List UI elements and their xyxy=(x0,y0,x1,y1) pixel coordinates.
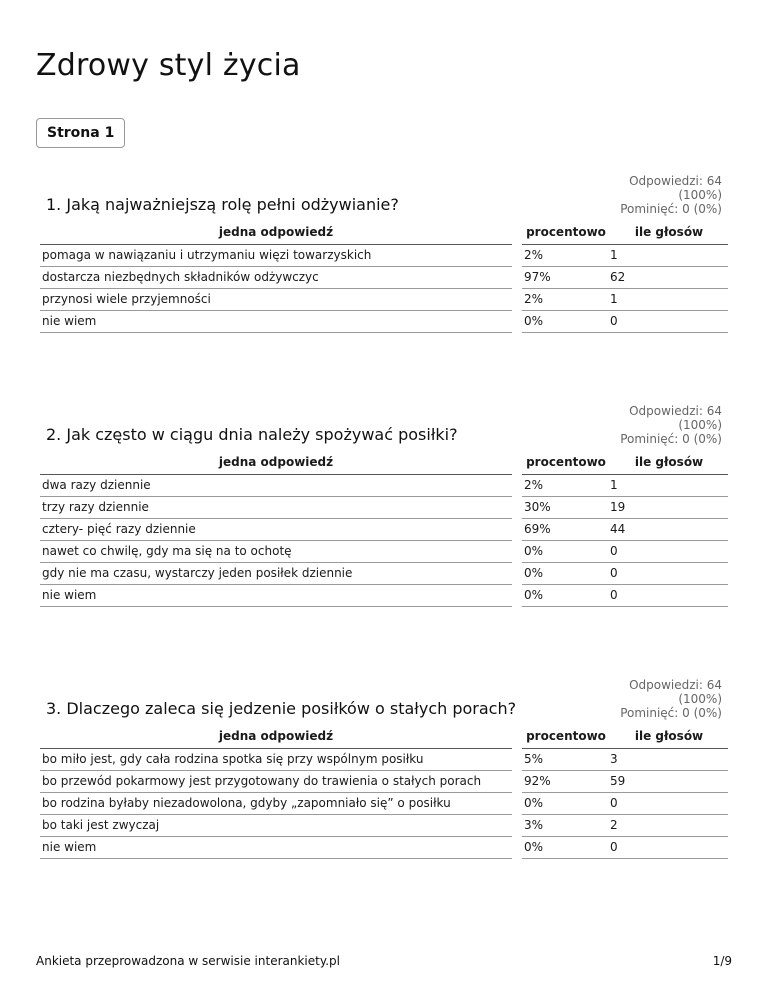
table-row xyxy=(40,584,728,606)
stats-responses-percent: (100%) xyxy=(678,188,722,202)
question-title: 1. Jaką najważniejszą rolę pełni odżywianie? xyxy=(46,195,399,214)
table-row xyxy=(40,288,728,310)
answers-table xyxy=(40,450,728,607)
answer-text: pomaga w nawiązaniu i utrzymaniu więzi towarzyskich xyxy=(40,244,512,266)
answer-votes: 19 xyxy=(610,496,728,518)
answer-votes: 3 xyxy=(610,748,728,770)
table-header-row xyxy=(40,220,728,244)
stats-skipped: Pominięć: 0 (0%) xyxy=(620,202,722,216)
answer-votes: 2 xyxy=(610,814,728,836)
question-3 xyxy=(40,678,728,859)
answer-text: gdy nie ma czasu, wystarczy jeden posiłek dziennie xyxy=(40,562,512,584)
answer-votes: 0 xyxy=(610,584,728,606)
answer-text: nie wiem xyxy=(40,310,512,332)
answer-text: nawet co chwilę, gdy ma się na to ochotę xyxy=(40,540,512,562)
answer-text: nie wiem xyxy=(40,584,512,606)
table-row xyxy=(40,518,728,540)
table-row xyxy=(40,836,728,858)
answer-votes: 62 xyxy=(610,266,728,288)
answer-votes: 0 xyxy=(610,310,728,332)
answers-table xyxy=(40,724,728,859)
answer-percent: 0% xyxy=(522,584,610,606)
table-row xyxy=(40,244,728,266)
footer-source: Ankieta przeprowadzona w serwisie interankiety.pl xyxy=(36,954,340,968)
answer-text: przynosi wiele przyjemności xyxy=(40,288,512,310)
stats-skipped: Pominięć: 0 (0%) xyxy=(620,706,722,720)
header-percent: procentowo xyxy=(522,220,610,244)
answers-table xyxy=(40,220,728,333)
table-row xyxy=(40,562,728,584)
table-row xyxy=(40,496,728,518)
stats-responses: Odpowiedzi: 64 xyxy=(629,404,722,418)
question-stats xyxy=(620,678,722,720)
table-row xyxy=(40,310,728,332)
answer-text: dostarcza niezbędnych składników odżywczyc xyxy=(40,266,512,288)
question-stats xyxy=(620,174,722,216)
answer-text: bo przewód pokarmowy jest przygotowany do trawienia o stałych porach xyxy=(40,770,512,792)
answer-percent: 3% xyxy=(522,814,610,836)
table-header-row xyxy=(40,724,728,748)
answer-percent: 0% xyxy=(522,540,610,562)
table-row xyxy=(40,792,728,814)
answer-percent: 0% xyxy=(522,836,610,858)
table-row xyxy=(40,748,728,770)
answer-percent: 2% xyxy=(522,288,610,310)
header-votes: ile głosów xyxy=(610,450,728,474)
header-votes: ile głosów xyxy=(610,220,728,244)
table-row xyxy=(40,474,728,496)
question-title: 3. Dlaczego zaleca się jedzenie posiłków o stałych porach? xyxy=(46,699,517,718)
answer-votes: 0 xyxy=(610,562,728,584)
answer-percent: 2% xyxy=(522,474,610,496)
answer-text: trzy razy dziennie xyxy=(40,496,512,518)
question-header xyxy=(40,678,728,724)
section-badge: Strona 1 xyxy=(36,118,125,148)
answer-percent: 97% xyxy=(522,266,610,288)
stats-responses-percent: (100%) xyxy=(678,418,722,432)
stats-skipped: Pominięć: 0 (0%) xyxy=(620,432,722,446)
question-stats xyxy=(620,404,722,446)
answer-votes: 0 xyxy=(610,836,728,858)
answer-votes: 0 xyxy=(610,540,728,562)
answer-percent: 2% xyxy=(522,244,610,266)
stats-responses: Odpowiedzi: 64 xyxy=(629,174,722,188)
answer-percent: 0% xyxy=(522,792,610,814)
answer-text: nie wiem xyxy=(40,836,512,858)
question-2 xyxy=(40,404,728,607)
table-row xyxy=(40,770,728,792)
answer-percent: 0% xyxy=(522,310,610,332)
stats-responses-percent: (100%) xyxy=(678,692,722,706)
answer-votes: 0 xyxy=(610,792,728,814)
page-title: Zdrowy styl życia xyxy=(36,48,301,83)
stats-responses: Odpowiedzi: 64 xyxy=(629,678,722,692)
table-header-row xyxy=(40,450,728,474)
answer-percent: 69% xyxy=(522,518,610,540)
answer-text: bo miło jest, gdy cała rodzina spotka się przy wspólnym posiłku xyxy=(40,748,512,770)
answer-text: bo rodzina byłaby niezadowolona, gdyby „zapomniało się” o posiłku xyxy=(40,792,512,814)
header-answer: jedna odpowiedź xyxy=(40,220,512,244)
table-row xyxy=(40,266,728,288)
question-header xyxy=(40,404,728,450)
page-number: 1/9 xyxy=(712,954,732,968)
answer-text: cztery- pięć razy dziennie xyxy=(40,518,512,540)
answer-text: dwa razy dziennie xyxy=(40,474,512,496)
answer-text: bo taki jest zwyczaj xyxy=(40,814,512,836)
answer-votes: 1 xyxy=(610,288,728,310)
answer-percent: 92% xyxy=(522,770,610,792)
table-row xyxy=(40,814,728,836)
header-percent: procentowo xyxy=(522,724,610,748)
answer-votes: 1 xyxy=(610,474,728,496)
header-answer: jedna odpowiedź xyxy=(40,450,512,474)
table-row xyxy=(40,540,728,562)
answer-votes: 59 xyxy=(610,770,728,792)
answer-percent: 30% xyxy=(522,496,610,518)
question-header xyxy=(40,174,728,220)
answer-votes: 1 xyxy=(610,244,728,266)
answer-percent: 0% xyxy=(522,562,610,584)
header-answer: jedna odpowiedź xyxy=(40,724,512,748)
question-title: 2. Jak często w ciągu dnia należy spożywać posiłki? xyxy=(46,425,458,444)
answer-percent: 5% xyxy=(522,748,610,770)
header-percent: procentowo xyxy=(522,450,610,474)
answer-votes: 44 xyxy=(610,518,728,540)
header-votes: ile głosów xyxy=(610,724,728,748)
question-1 xyxy=(40,174,728,333)
